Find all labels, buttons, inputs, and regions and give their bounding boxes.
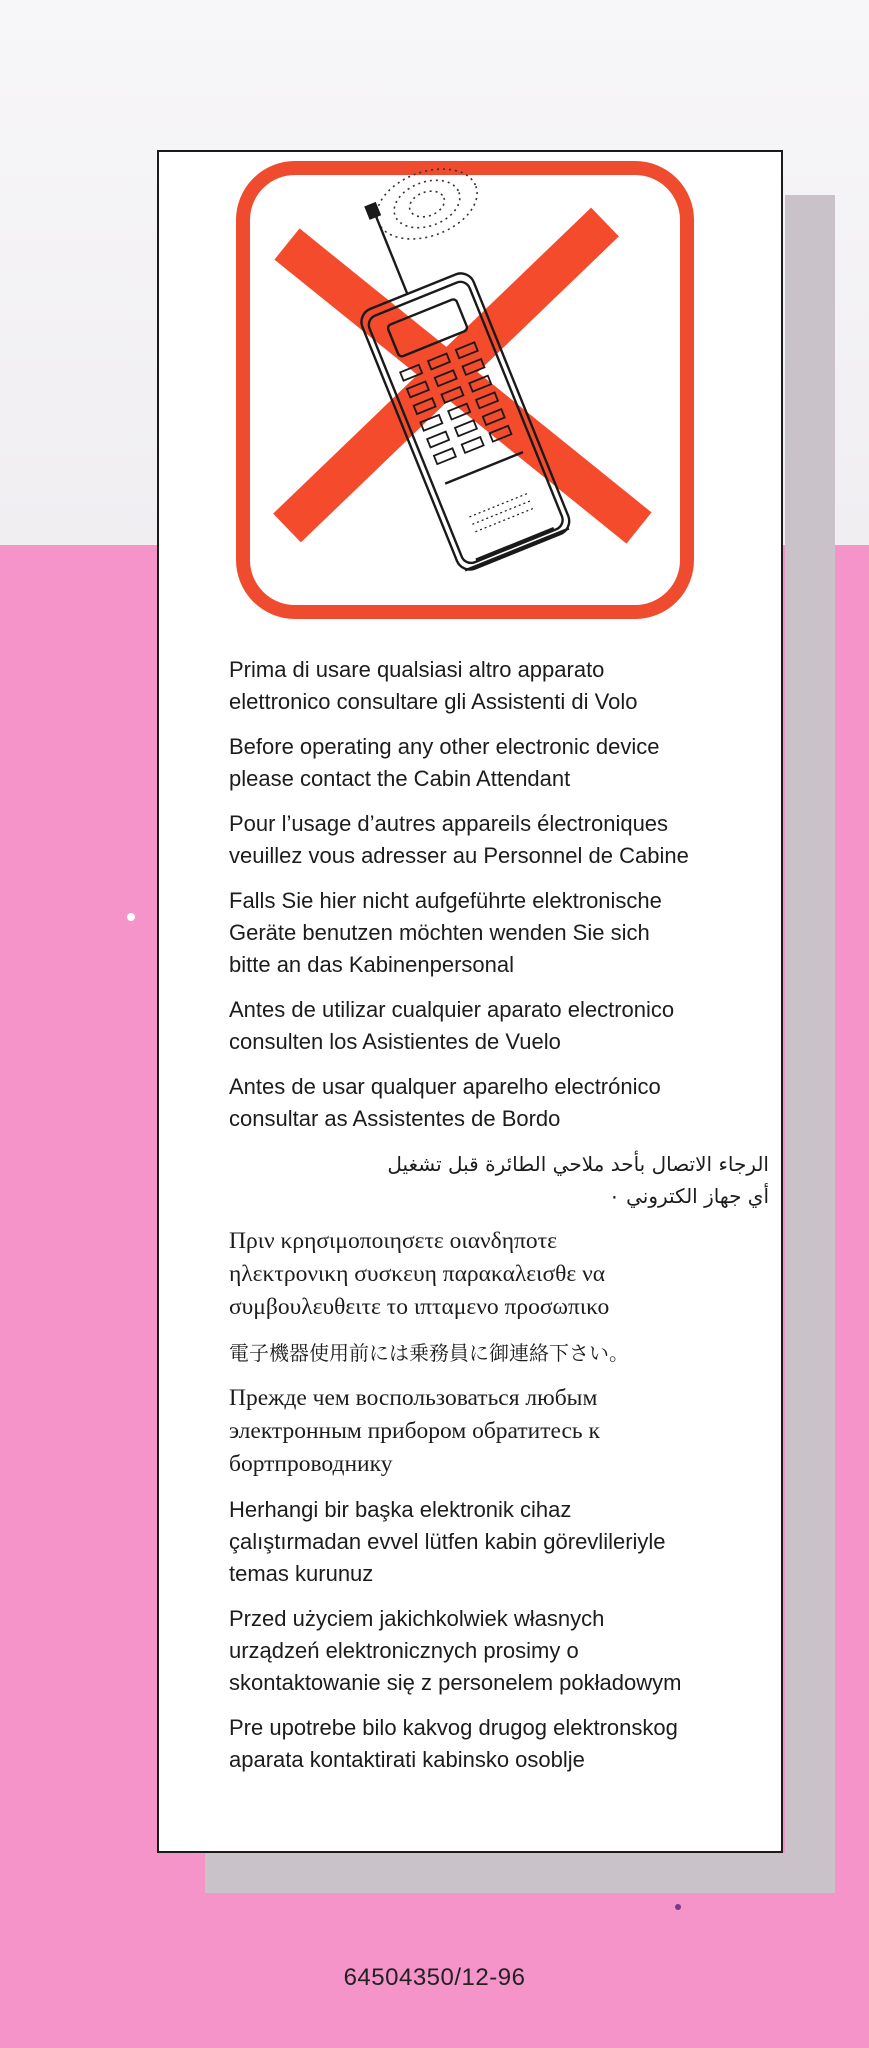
notice-turkish: Herhangi bir başka elektronik cihaz çalıştırmadan evvel lütfen kabin görevlileriyle temas kurunuz (229, 1497, 666, 1586)
notice-greek: Πριν κρησιμοποιησετε οιανδηποτε ηλεκτρονικη συσκευη παρακαλεισθε να συμβουλευθειτε το ιπταμενο προσωπικο (229, 1228, 610, 1320)
notice-card (157, 150, 783, 1853)
notice-polish: Przed użyciem jakichkolwiek własnych urządzeń elektronicznych prosimy o skontaktowanie się z personelem pokładowym (229, 1606, 682, 1695)
notice-english: Before operating any other electronic device please contact the Cabin Attendant (229, 734, 660, 791)
no-mobile-phone-icon (235, 160, 695, 620)
notice-german: Falls Sie hier nicht aufgeführte elektronische Geräte benutzen möchten wenden Sie sich bitte an das Kabinenpersonal (229, 888, 662, 977)
notice-spanish: Antes de utilizar cualquier aparato electronico consulten los Asistientes de Vuelo (229, 997, 675, 1054)
multilingual-notices (229, 654, 769, 1789)
notice-japanese: 電子機器使用前には乗務員に御連絡下さい。 (229, 1341, 629, 1365)
card-shadow-bottom (205, 1853, 835, 1893)
notice-french: Pour l’usage d’autres appareils électroniques veuillez vous adresser au Personnel de Cabine (229, 811, 689, 868)
notice-portuguese: Antes de usar qualquer aparelho electrónico consultar as Assistentes de Bordo (229, 1074, 661, 1131)
card-shadow-right (785, 195, 835, 1893)
decorative-dot (675, 1904, 681, 1910)
notice-italian: Prima di usare qualsiasi altro apparato elettronico consultare gli Assistenti di Volo (229, 657, 638, 714)
decorative-dot (127, 913, 135, 921)
notice-russian: Прежде чем воспользоваться любым электронным прибором обратитесь к бортпроводнику (229, 1385, 600, 1477)
notice-arabic: الرجاء الاتصال بأحد ملاحي الطائرة قبل تشغيل أي جهاز الكتروني ٠ (387, 1152, 769, 1208)
document-code: 64504350/12-96 (343, 1964, 526, 1991)
notice-croatian: Pre upotrebe bilo kakvog drugog elektronskog aparata kontaktirati kabinsko osoblje (229, 1715, 678, 1772)
